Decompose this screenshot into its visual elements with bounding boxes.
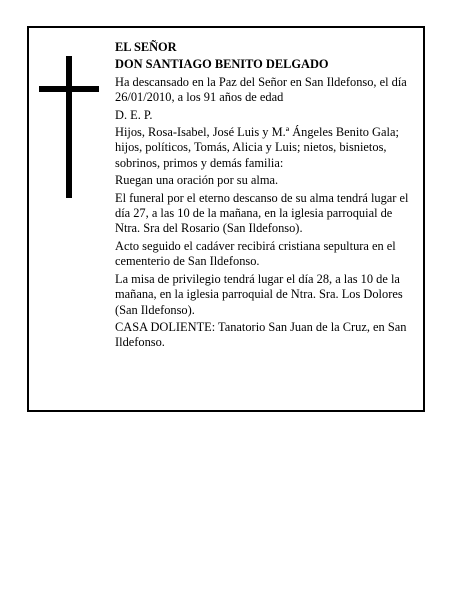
funeral-details: El funeral por el eterno descanso de su alma tendrá lugar el día 27, a las 10 de la mañana, en la iglesia parroquial de Ntra. Sra del Rosario (San Ildefonso). <box>115 190 409 236</box>
prayer-request: Ruegan una oración por su alma. <box>115 173 279 188</box>
cross-icon <box>39 56 99 198</box>
obituary-notice <box>27 26 425 412</box>
mass-details: La misa de privilegio tendrá lugar el día 28, a las 10 de la mañana, en la iglesia parroquial de Ntra. Sra. Los Dolores (San Ildefonso). <box>115 271 403 317</box>
burial-details: Acto seguido el cadáver recibirá cristiana sepultura en el cementerio de San Ildefonso. <box>115 238 396 269</box>
rip-abbreviation: D. E. P. <box>115 107 153 122</box>
cross-vertical-bar <box>66 56 72 198</box>
cross-horizontal-bar <box>39 86 99 92</box>
death-announcement: Ha descansado en la Paz del Señor en San Ildefonso, el día 26/01/2010, a los 91 años de edad <box>115 74 407 105</box>
notice-text <box>115 40 419 353</box>
notice-title-line1: EL SEÑOR <box>115 40 177 54</box>
deceased-name: DON SANTIAGO BENITO DELGADO <box>115 57 329 72</box>
family-list: Hijos, Rosa-Isabel, José Luis y M.ª Ángeles Benito Gala; hijos, políticos, Tomás, Alicia y Luis; nietos, bisnietos, sobrinos, primos y demás familia: <box>115 125 399 170</box>
mourning-house: CASA DOLIENTE: Tanatorio San Juan de la Cruz, en San Ildefonso. <box>115 319 407 350</box>
